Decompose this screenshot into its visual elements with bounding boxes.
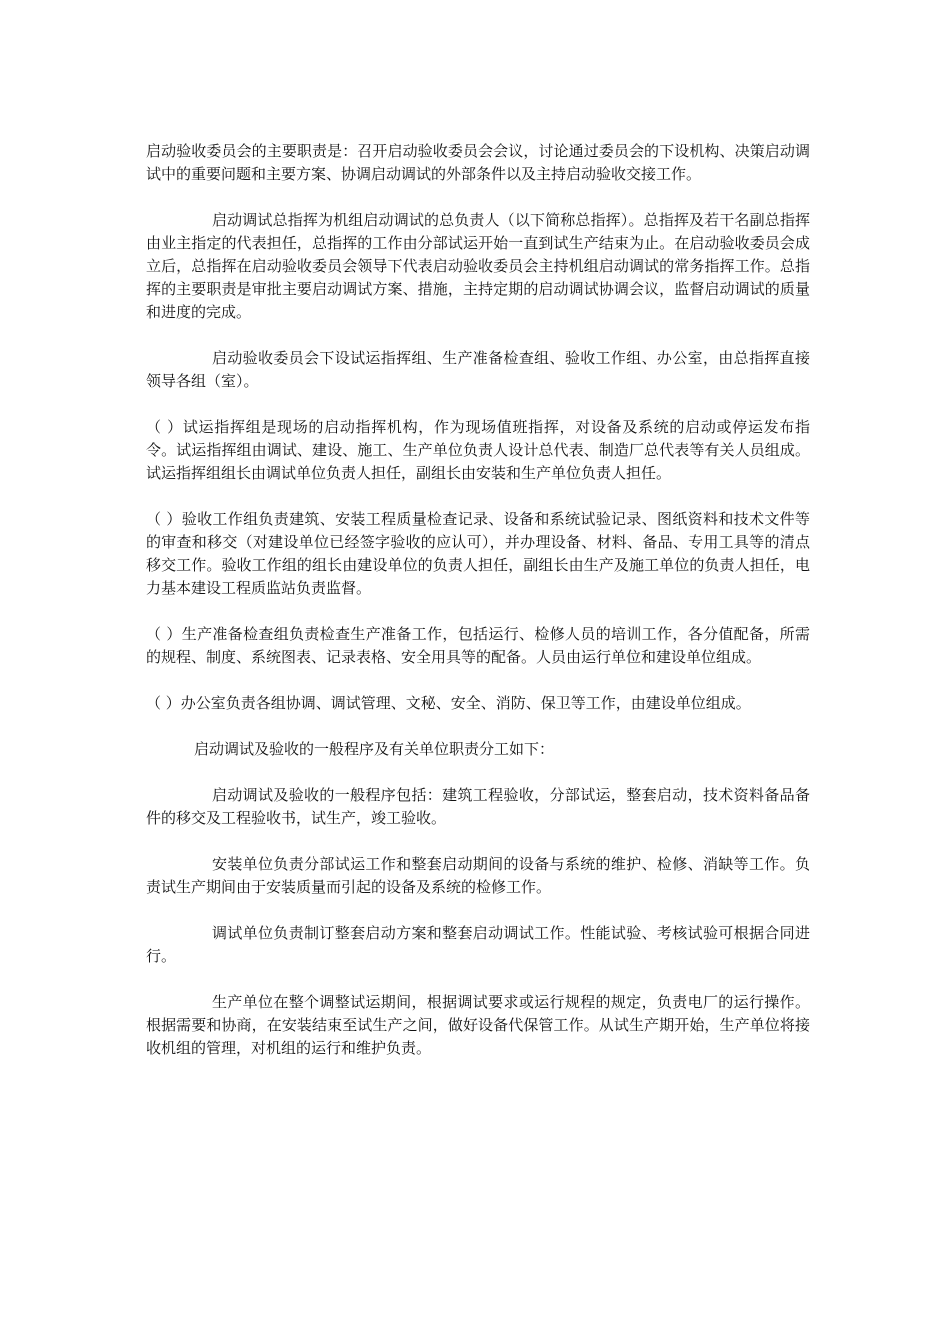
paragraph-acceptance-group: （ ）验收工作组负责建筑、安装工程质量检查记录、设备和系统试验记录、图纸资料和技术文件等的审查和移交（对建设单位已经签字验收的应认可），并办理设备、材料、备品、专用工具等的清点移交工作。验收工作组的组长由建设单位的负责人担任，副组长由生产及施工单位的负责人担任，电力基本建设工程质监站负责监督。 <box>146 510 810 597</box>
paragraph-installation-unit: 安装单位负责分部试运工作和整套启动期间的设备与系统的维护、检修、消缺等工作。负责试生产期间由于安装质量而引起的设备及系统的检修工作。 <box>146 855 810 896</box>
document-body <box>146 140 810 1060</box>
paragraph-sub-groups: 启动验收委员会下设试运指挥组、生产准备检查组、验收工作组、办公室，由总指挥直接领导各组（室）。 <box>146 349 810 390</box>
paragraph-procedure-heading: 启动调试及验收的一般程序及有关单位职责分工如下： <box>194 740 555 758</box>
paragraph-general-procedure: 启动调试及验收的一般程序包括：建筑工程验收，分部试运，整套启动，技术资料备品备件的移交及工程验收书，试生产，竣工验收。 <box>146 786 810 827</box>
paragraph-office: （ ）办公室负责各组协调、调试管理、文秘、安全、消防、保卫等工作，由建设单位组成。 <box>146 694 751 712</box>
paragraph-chief-commander: 启动调试总指挥为机组启动调试的总负责人（以下简称总指挥）。总指挥及若干名副总指挥由业主指定的代表担任，总指挥的工作由分部试运开始一直到试生产结束为止。在启动验收委员会成立后，总指挥在启动验收委员会领导下代表启动验收委员会主持机组启动调试的常务指挥工作。总指挥的主要职责是审批主要启动调试方案、措施，主持定期的启动调试协调会议，监督启动调试的质量和进度的完成。 <box>146 211 810 321</box>
paragraph-production-unit: 生产单位在整个调整试运期间，根据调试要求或运行规程的规定，负责电厂的运行操作。根据需要和协商，在安装结束至试生产之间，做好设备代保管工作。从试生产期开始，生产单位将接收机组的管理，对机组的运行和维护负责。 <box>146 993 810 1057</box>
paragraph-committee-duties: 启动验收委员会的主要职责是：召开启动验收委员会会议，讨论通过委员会的下设机构、决策启动调试中的重要问题和主要方案、协调启动调试的外部条件以及主持启动验收交接工作。 <box>146 142 810 183</box>
paragraph-commissioning-unit: 调试单位负责制订整套启动方案和整套启动调试工作。性能试验、考核试验可根据合同进行。 <box>146 924 810 965</box>
paragraph-production-prep-group: （ ）生产准备检查组负责检查生产准备工作，包括运行、检修人员的培训工作，各分值配备，所需的规程、制度、系统图表、记录表格、安全用具等的配备。人员由运行单位和建设单位组成。 <box>146 625 810 666</box>
paragraph-trial-command-group: （ ）试运指挥组是现场的启动指挥机构，作为现场值班指挥，对设备及系统的启动或停运发布指令。试运指挥组由调试、建设、施工、生产单位负责人设计总代表、制造厂总代表等有关人员组成。试运指挥组组长由调试单位负责人担任，副组长由安装和生产单位负责人担任。 <box>146 418 810 482</box>
